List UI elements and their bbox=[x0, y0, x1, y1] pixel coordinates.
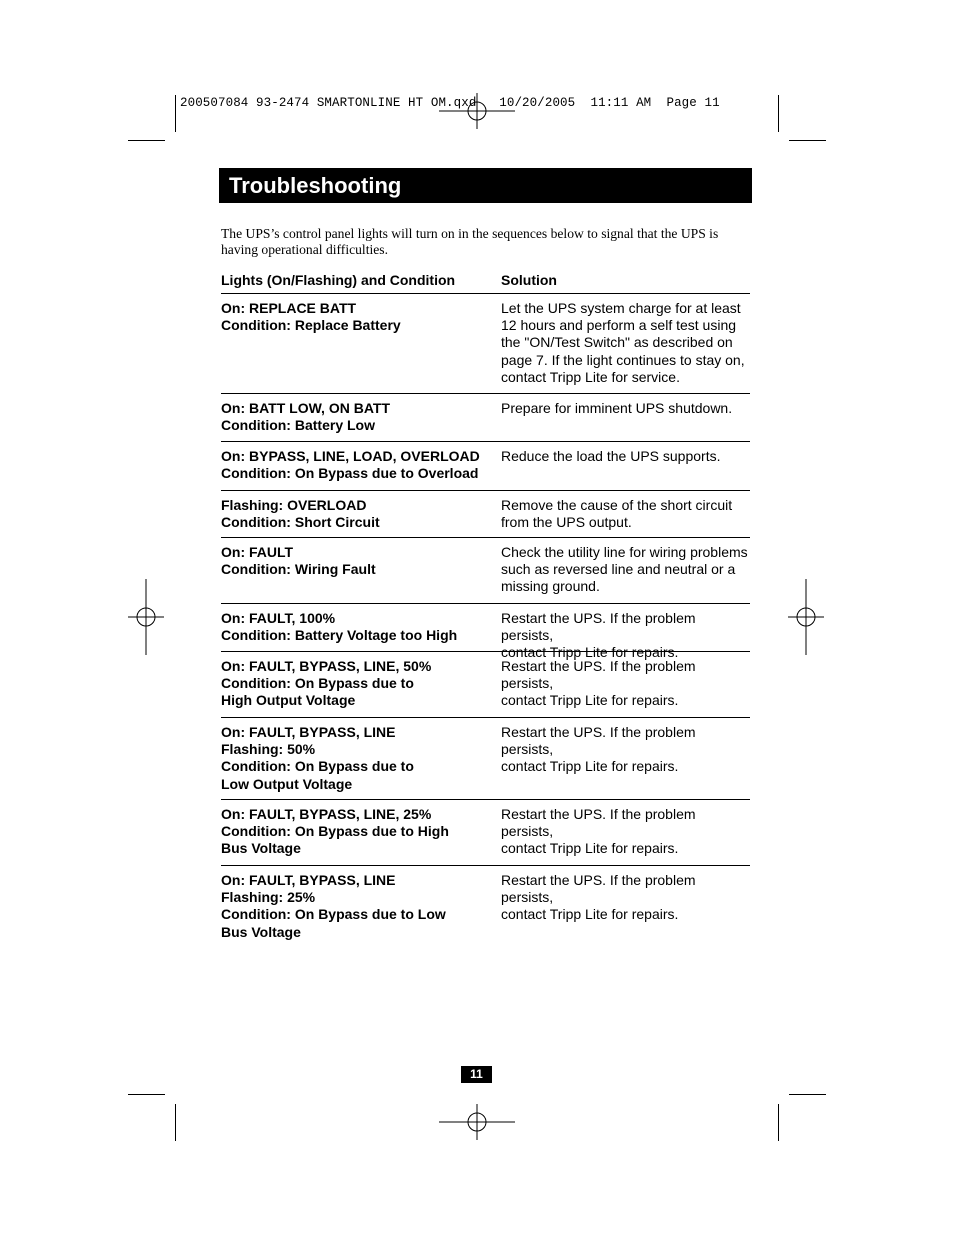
lights-condition-cell bbox=[221, 497, 501, 537]
condition-line: Condition: Short Circuit bbox=[221, 514, 380, 531]
lights-line: On: FAULT, BYPASS, LINE bbox=[221, 724, 396, 740]
condition-line: Condition: On Bypass due to Overload bbox=[221, 465, 479, 482]
crop-mark bbox=[175, 95, 176, 132]
lights-condition-cell bbox=[221, 544, 501, 603]
table-row bbox=[221, 491, 750, 538]
table-row bbox=[221, 538, 750, 604]
crop-mark bbox=[778, 1104, 779, 1141]
lights-condition-cell bbox=[221, 806, 501, 865]
solution-cell: Check the utility line for wiring problems such as reversed line and neutral or a missing ground. bbox=[501, 544, 748, 595]
condition-line: Condition: On Bypass due to Low bbox=[221, 906, 446, 923]
solution-cell: Restart the UPS. If the problem persists, contact Tripp Lite for repairs. bbox=[501, 610, 696, 661]
lights-line: Flashing: 25% bbox=[221, 889, 316, 906]
crop-mark bbox=[128, 140, 165, 141]
lights-condition-cell bbox=[221, 724, 501, 799]
condition-line: Condition: Wiring Fault bbox=[221, 561, 376, 578]
lights-condition-cell bbox=[221, 610, 501, 651]
condition-line: Condition: Replace Battery bbox=[221, 317, 401, 334]
lights-line: On: FAULT, 100% bbox=[221, 610, 336, 626]
condition-line: Bus Voltage bbox=[221, 840, 301, 857]
table-row bbox=[221, 442, 750, 491]
condition-line: Low Output Voltage bbox=[221, 775, 353, 792]
solution-cell: Let the UPS system charge for at least 12 hours and perform a self test using the "ON/Test Switch" as described on page 7. If the light continues to stay on, contact Tripp Lite for service. bbox=[501, 300, 745, 385]
lights-line: On: FAULT, BYPASS, LINE bbox=[221, 872, 396, 888]
table-row bbox=[221, 652, 750, 718]
lights-line: Flashing: OVERLOAD bbox=[221, 497, 367, 513]
lights-line: On: FAULT, BYPASS, LINE, 50% bbox=[221, 658, 432, 674]
crop-mark bbox=[175, 1104, 176, 1141]
lights-line: Flashing: 50% bbox=[221, 741, 316, 758]
lights-condition-cell bbox=[221, 658, 501, 717]
condition-line: Condition: On Bypass due to High bbox=[221, 823, 449, 840]
page-number: 11 bbox=[461, 1066, 492, 1083]
table-row bbox=[221, 866, 750, 948]
lights-line: On: REPLACE BATT bbox=[221, 300, 357, 316]
condition-line: Condition: On Bypass due to bbox=[221, 758, 414, 775]
troubleshooting-table bbox=[221, 270, 750, 948]
registration-target-icon bbox=[128, 579, 164, 655]
table-row bbox=[221, 604, 750, 661]
lights-condition-cell bbox=[221, 872, 501, 948]
lights-condition-cell bbox=[221, 300, 501, 393]
crop-mark bbox=[789, 1094, 826, 1095]
solution-cell: Remove the cause of the short circuit from the UPS output. bbox=[501, 497, 733, 531]
table-row bbox=[221, 394, 750, 442]
lights-condition-cell bbox=[221, 448, 501, 490]
lights-condition-cell bbox=[221, 400, 501, 441]
condition-line: Bus Voltage bbox=[221, 923, 301, 940]
column-header-lights: Lights (On/Flashing) and Condition bbox=[221, 272, 456, 288]
condition-line: Condition: Battery Voltage too High bbox=[221, 627, 458, 644]
condition-line: Condition: Battery Low bbox=[221, 417, 375, 434]
crop-mark bbox=[778, 95, 779, 132]
registration-target-icon bbox=[788, 579, 824, 655]
condition-line: High Output Voltage bbox=[221, 692, 356, 709]
print-slug: 200507084 93-2474 SMARTONLINE HT OM.qxd 10/20/2005 11:11 AM Page 11 bbox=[180, 96, 720, 110]
lights-line: On: FAULT, BYPASS, LINE, 25% bbox=[221, 806, 432, 822]
table-row bbox=[221, 800, 750, 866]
solution-cell: Reduce the load the UPS supports. bbox=[501, 448, 721, 464]
solution-cell: Restart the UPS. If the problem persists, contact Tripp Lite for repairs. bbox=[501, 724, 696, 775]
intro-paragraph: The UPS’s control panel lights will turn on in the sequences below to signal that the UPS is having operational difficulties. bbox=[221, 226, 719, 257]
table-row bbox=[221, 718, 750, 800]
crop-mark bbox=[789, 140, 826, 141]
solution-cell: Restart the UPS. If the problem persists, contact Tripp Lite for repairs. bbox=[501, 658, 696, 709]
solution-cell: Prepare for imminent UPS shutdown. bbox=[501, 400, 733, 416]
column-header-solution: Solution bbox=[501, 272, 557, 288]
lights-line: On: BYPASS, LINE, LOAD, OVERLOAD bbox=[221, 448, 480, 464]
table-header bbox=[221, 270, 750, 294]
crop-mark bbox=[128, 1094, 165, 1095]
solution-cell: Restart the UPS. If the problem persists, contact Tripp Lite for repairs. bbox=[501, 806, 696, 857]
lights-line: On: BATT LOW, ON BATT bbox=[221, 400, 391, 416]
solution-cell: Restart the UPS. If the problem persists, contact Tripp Lite for repairs. bbox=[501, 872, 696, 923]
section-title: Troubleshooting bbox=[219, 168, 752, 203]
registration-target-icon bbox=[439, 1104, 515, 1140]
table-row bbox=[221, 294, 750, 394]
condition-line: Condition: On Bypass due to bbox=[221, 675, 414, 692]
lights-line: On: FAULT bbox=[221, 544, 294, 560]
